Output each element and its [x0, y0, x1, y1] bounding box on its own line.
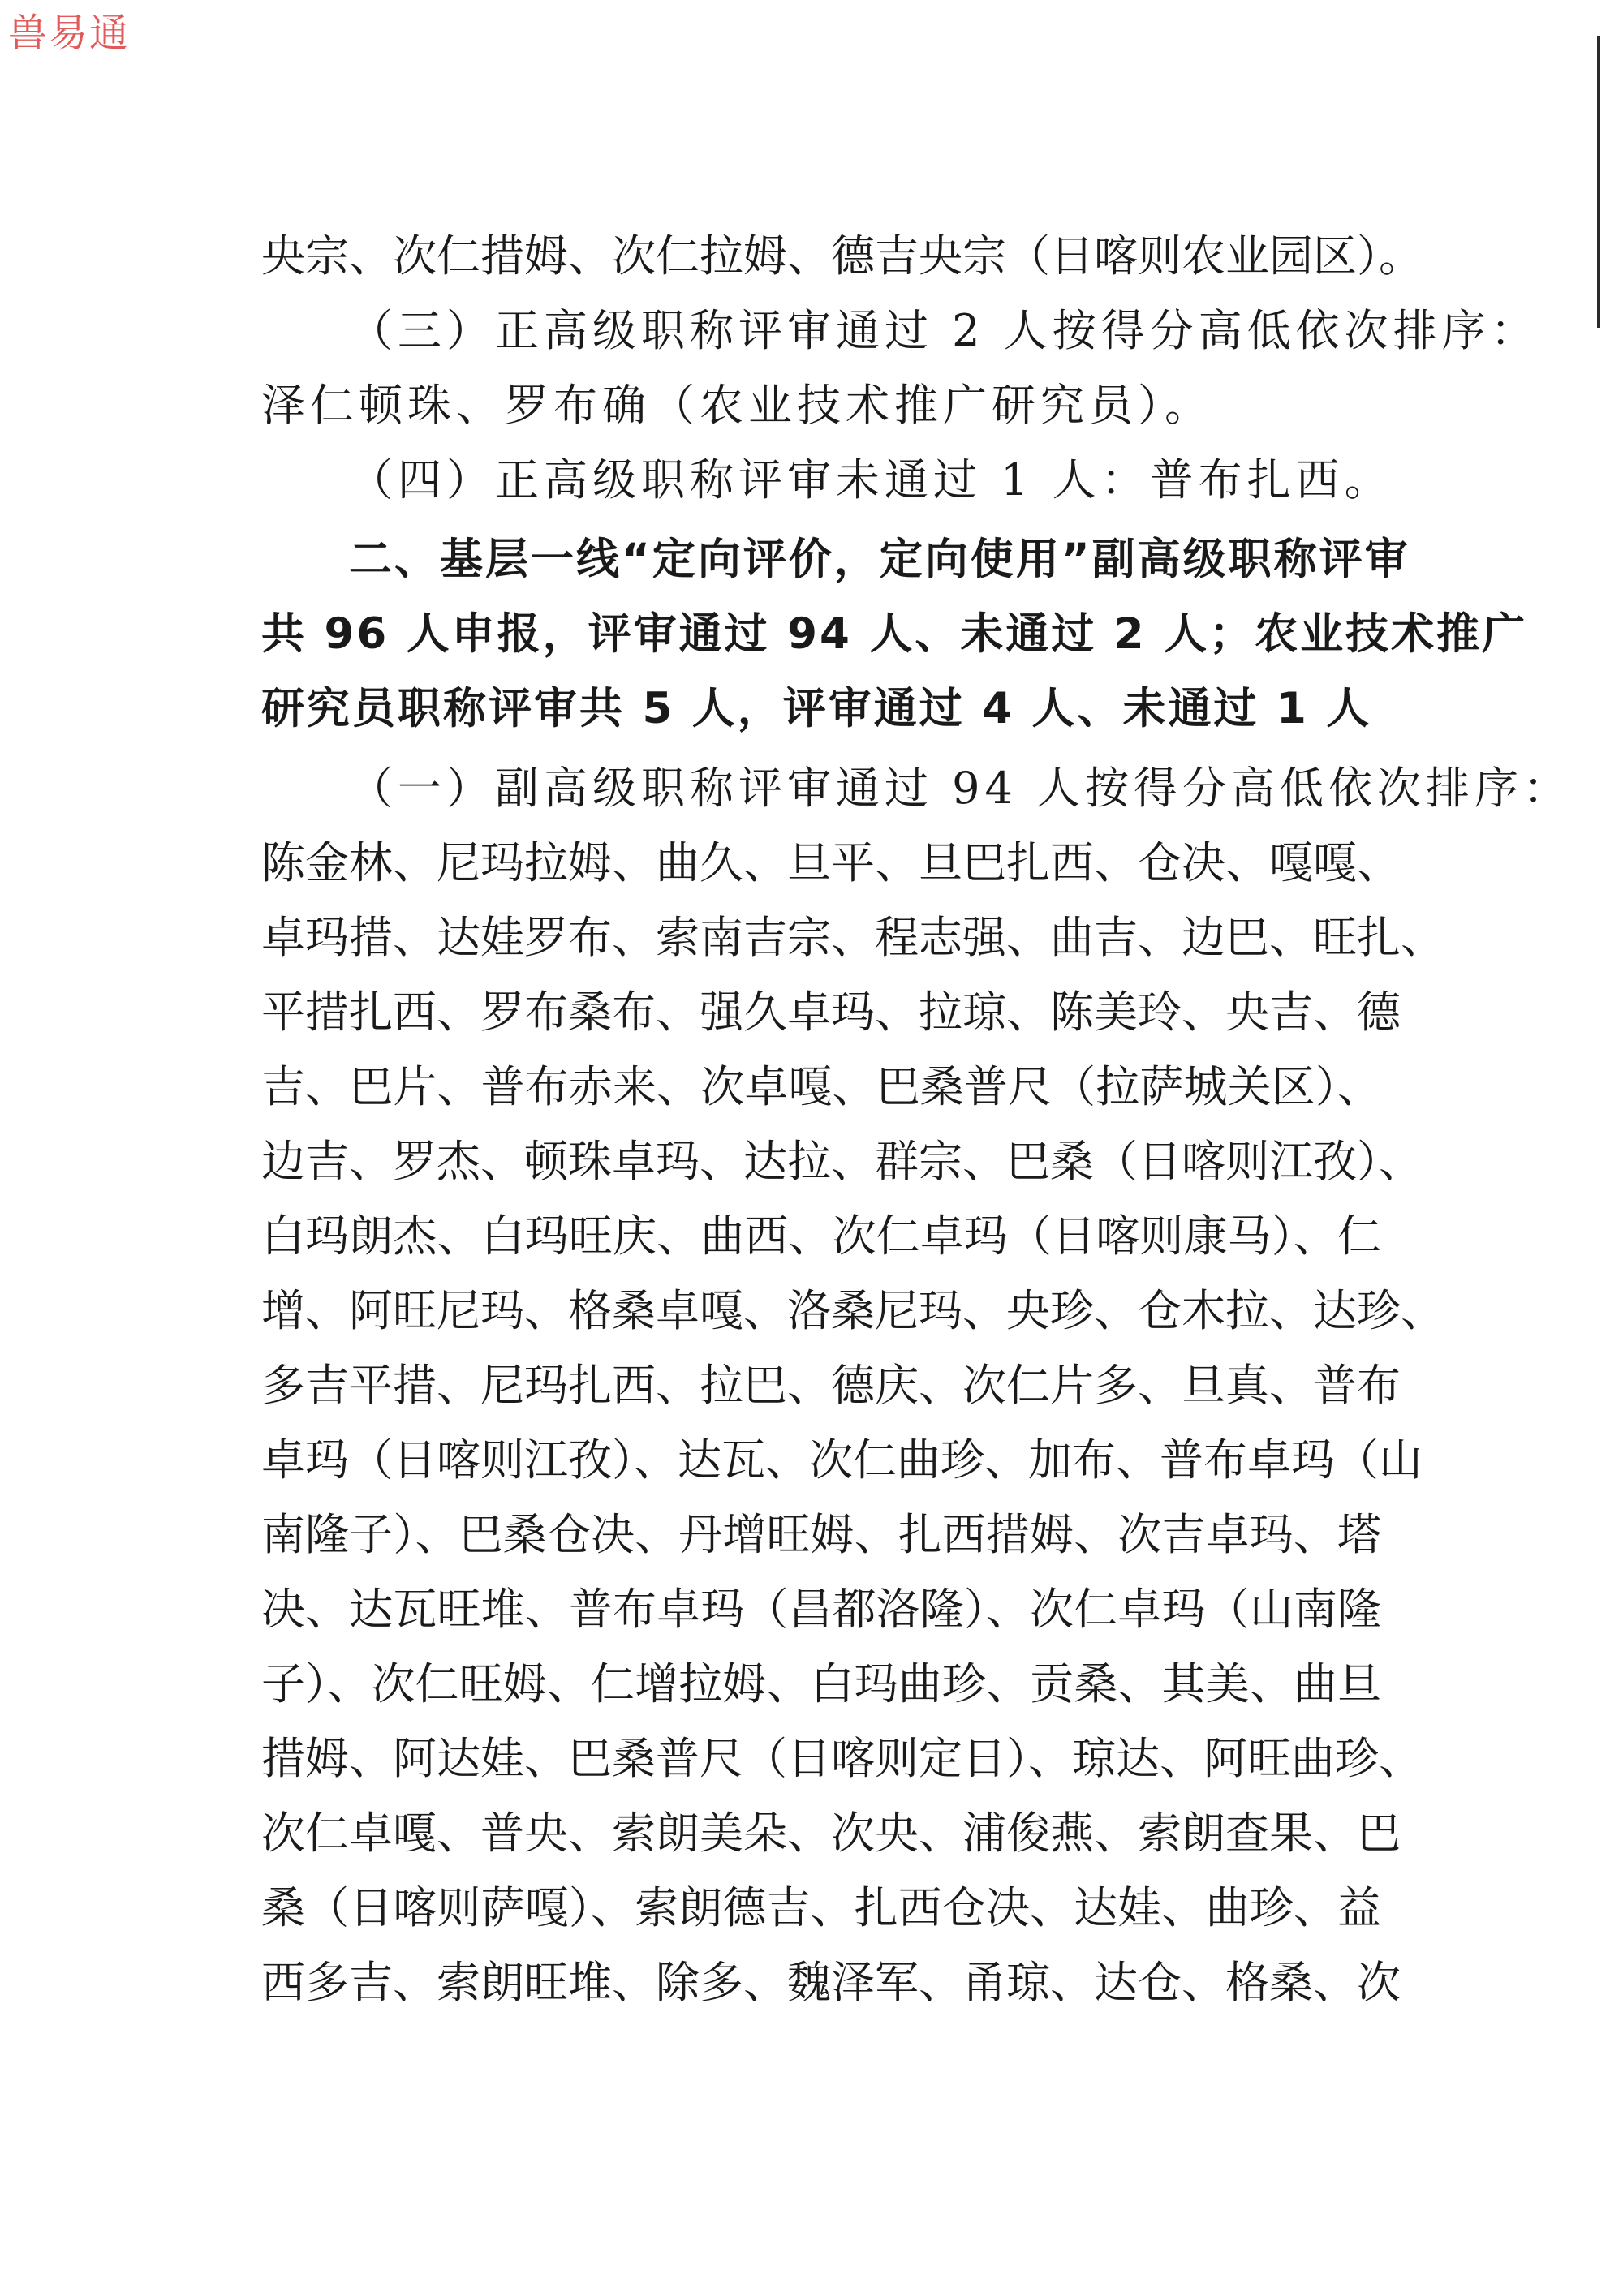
- section-heading: 二、基层一线“定向评价，定向使用”副高级职称评审: [349, 535, 1410, 584]
- name-list-line: 陈金林、尼玛拉姆、曲久、旦平、旦巴扎西、仓决、嘎嘎、: [261, 837, 1401, 888]
- name-list-line: 白玛朗杰、白玛旺庆、曲西、次仁卓玛（日喀则康马）、仁: [261, 1210, 1381, 1262]
- text-line: 泽仁顿珠、罗布确（农业技术推广研究员）。: [261, 380, 1213, 431]
- name-list-line: 次仁卓嘎、普央、索朗美朵、次央、浦俊燕、索朗查果、巴: [261, 1808, 1401, 1859]
- name-list-line: 子）、次仁旺姆、仁增拉姆、白玛曲珍、贡桑、其美、曲旦: [261, 1658, 1381, 1709]
- name-list-line: 措姆、阿达娃、巴桑普尺（日喀则定日）、琼达、阿旺曲珍、: [261, 1733, 1423, 1784]
- name-list-line: 南隆子）、巴桑仓决、丹增旺姆、扎西措姆、次吉卓玛、塔: [261, 1509, 1381, 1560]
- subsection-heading: （四）正高级职称评审未通过 1 人：普布扎西。: [349, 454, 1393, 505]
- scan-edge-line: [1597, 36, 1600, 328]
- name-list-line: 决、达瓦旺堆、普布卓玛（昌都洛隆）、次仁卓玛（山南隆: [261, 1584, 1381, 1635]
- text-line: 央宗、次仁措姆、次仁拉姆、德吉央宗（日喀则农业园区）。: [261, 230, 1423, 282]
- subsection-heading: （一）副高级职称评审通过 94 人按得分高低依次排序：: [349, 763, 1573, 814]
- name-list-line: 增、阿旺尼玛、格桑卓嘎、洛桑尼玛、央珍、仓木拉、达珍、: [261, 1285, 1444, 1336]
- name-list-line: 边吉、罗杰、顿珠卓玛、达拉、群宗、巴桑（日喀则江孜）、: [261, 1136, 1423, 1187]
- section-heading-line: 共 96 人申报，评审通过 94 人、未通过 2 人；农业技术推广: [261, 609, 1528, 659]
- name-list-line: 卓玛（日喀则江孜）、达瓦、次仁曲珍、加布、普布卓玛（山: [261, 1434, 1423, 1486]
- subsection-heading: （三）正高级职称评审通过 2 人按得分高低依次排序：: [349, 305, 1539, 356]
- name-list-line: 卓玛措、达娃罗布、索南吉宗、程志强、曲吉、边巴、旺扎、: [261, 912, 1444, 963]
- name-list-line: 多吉平措、尼玛扎西、拉巴、德庆、次仁片多、旦真、普布: [261, 1360, 1401, 1411]
- section-heading-line: 研究员职称评审共 5 人，评审通过 4 人、未通过 1 人: [261, 684, 1372, 733]
- name-list-line: 吉、巴片、普布赤来、次卓嘎、巴桑普尺（拉萨城关区）、: [261, 1061, 1381, 1112]
- name-list-line: 西多吉、索朗旺堆、除多、魏泽军、甬琼、达仓、格桑、次: [261, 1957, 1401, 2008]
- watermark-text: 兽易通: [8, 11, 131, 56]
- document-body: [261, 219, 1573, 2020]
- name-list-line: 桑（日喀则萨嘎）、索朗德吉、扎西仓决、达娃、曲珍、益: [261, 1882, 1381, 1933]
- name-list-line: 平措扎西、罗布桑布、强久卓玛、拉琼、陈美玲、央吉、德: [261, 987, 1401, 1038]
